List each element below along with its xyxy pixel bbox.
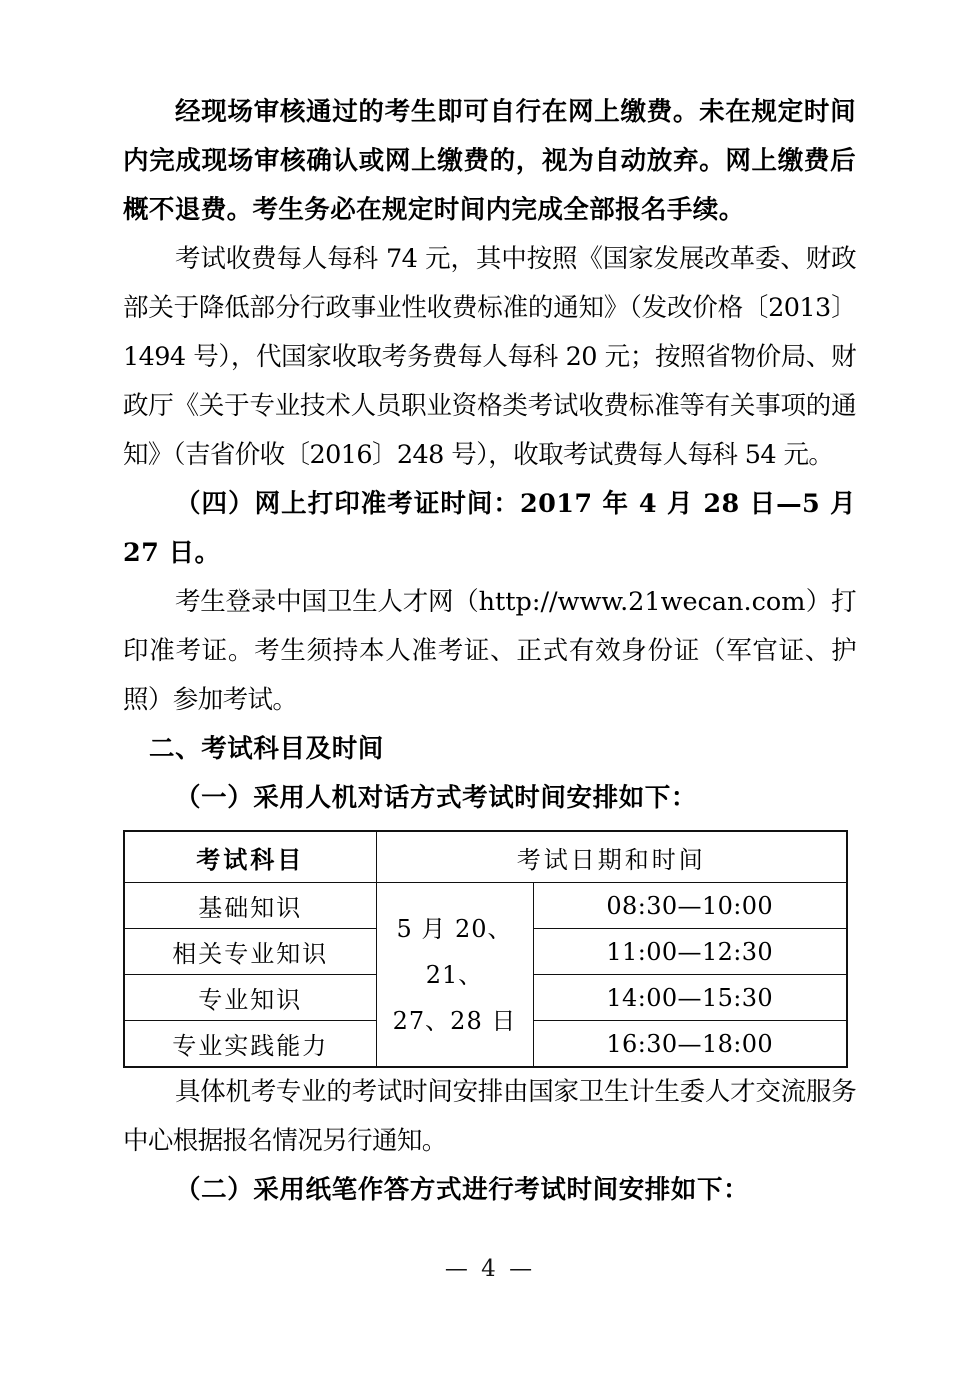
page-content — [123, 88, 856, 1215]
paragraph-exam-fees: 考试收费每人每科 74 元，其中按照《国家发展改革委、财政部关于降低部分行政事业性收费标准的通知》（发改价格〔2013〕1494 号），代国家收取考务费每人每科 20 元；按照省物价局、财政厅《关于专业技术人员职业资格类考试收费标准等有关事项的通知》（吉省价收〔2016〕248 号），收取考试费每人每科 54 元。 — [123, 244, 856, 470]
table-cell-subject: 专业知识 — [124, 975, 376, 1021]
table-cell-time: 08:30—10:00 — [533, 883, 847, 929]
table-header-subject: 考试科目 — [124, 831, 376, 883]
table-header-date-and-time: 考试日期和时间 — [376, 831, 847, 883]
table-cell-exam-dates — [376, 883, 533, 1068]
exam-schedule-table — [123, 830, 848, 1068]
table-row — [124, 883, 847, 929]
exam-dates-line-1: 5 月 20、21、 — [396, 914, 513, 989]
heading-section-four: （四）网上打印准考证时间：2017 年 4 月 28 日—5 月 27 日。 — [123, 489, 856, 568]
paragraph-admission-ticket — [123, 578, 856, 725]
heading-section-two: 二、考试科目及时间 — [149, 734, 384, 764]
admission-ticket-text-before-url: 考生登录中国卫生人才网（ — [175, 587, 479, 617]
paragraph-online-payment: 经现场审核通过的考生即可自行在网上缴费。未在规定时间内完成现场审核确认或网上缴费的，视为自动放弃。网上缴费后概不退费。考生务必在规定时间内完成全部报名手续。 — [123, 97, 856, 225]
table-cell-subject: 相关专业知识 — [124, 929, 376, 975]
website-url[interactable]: http://www.21wecan.com — [478, 587, 806, 617]
heading-subsection-two: （二）采用纸笔作答方式进行考试时间安排如下： — [175, 1175, 750, 1205]
admission-ticket-text-after-url: ）打印准考证。考生须持本人准考证、正式有效身份证（军官证、护照）参加考试。 — [123, 587, 856, 715]
table-cell-time: 16:30—18:00 — [533, 1021, 847, 1068]
table-cell-time: 14:00—15:30 — [533, 975, 847, 1021]
page-number: — 4 — — [444, 1256, 536, 1282]
table-cell-subject: 专业实践能力 — [124, 1021, 376, 1068]
table-header-row — [124, 831, 847, 883]
heading-subsection-one: （一）采用人机对话方式考试时间安排如下： — [175, 783, 698, 813]
paragraph-after-table: 具体机考专业的考试时间安排由国家卫生计生委人才交流服务中心根据报名情况另行通知。 — [123, 1077, 856, 1156]
table-cell-time: 11:00—12:30 — [533, 929, 847, 975]
table-cell-subject: 基础知识 — [124, 883, 376, 929]
exam-schedule-table-wrapper — [123, 830, 846, 1068]
exam-dates-line-2: 27、28 日 — [392, 1006, 517, 1035]
